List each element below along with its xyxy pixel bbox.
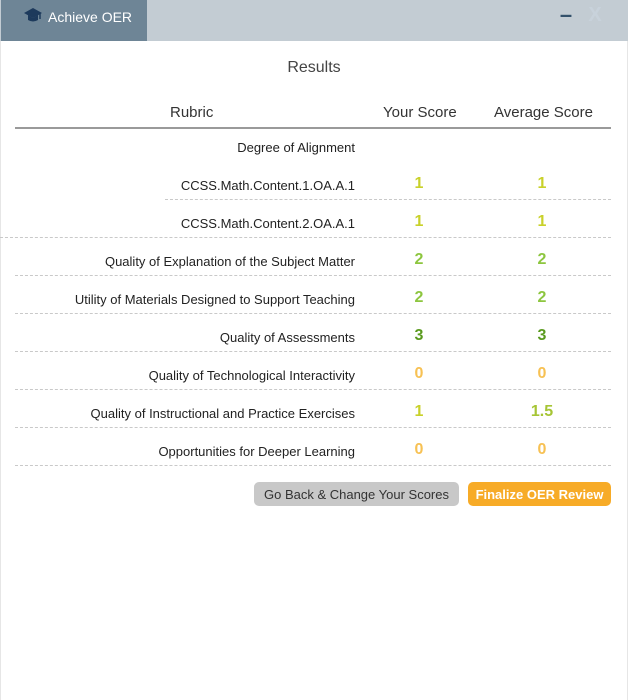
table-row	[0, 403, 628, 444]
row-divider	[15, 313, 611, 314]
table-row	[0, 251, 628, 292]
minimize-button[interactable]: –	[559, 2, 573, 27]
table-row	[0, 140, 628, 178]
rubric-label: Quality of Assessments	[219, 330, 355, 345]
your-score-value: 1	[414, 403, 424, 420]
row-divider	[0, 237, 611, 238]
column-header-your-score: Your Score	[383, 104, 457, 121]
average-score-value: 1.5	[530, 403, 554, 420]
rubric-label: CCSS.Math.Content.1.OA.A.1	[180, 178, 355, 193]
row-divider	[15, 427, 611, 428]
title-bar	[0, 0, 628, 41]
table-row	[0, 213, 628, 254]
average-score-value: 3	[537, 327, 547, 344]
average-score-value: 2	[537, 289, 547, 306]
row-divider	[15, 465, 611, 466]
your-score-value: 0	[414, 441, 424, 458]
row-divider	[165, 199, 611, 200]
average-score-value: 2	[537, 251, 547, 268]
your-score-value: 1	[414, 175, 424, 192]
your-score-value: 2	[414, 251, 424, 268]
rubric-label: CCSS.Math.Content.2.OA.A.1	[180, 216, 355, 231]
your-score-value: 3	[414, 327, 424, 344]
table-row	[0, 441, 628, 482]
rubric-label: Quality of Instructional and Practice Exercises	[90, 406, 355, 421]
table-row	[0, 365, 628, 406]
graduation-cap-icon	[23, 7, 43, 28]
finalize-review-button[interactable]: Finalize OER Review	[468, 482, 611, 506]
average-score-value: 0	[537, 365, 547, 382]
app-title: Achieve OER	[48, 9, 133, 25]
average-score-value: 1	[537, 175, 547, 192]
rubric-label: Quality of Technological Interactivity	[148, 368, 355, 383]
go-back-button[interactable]: Go Back & Change Your Scores	[254, 482, 459, 506]
average-score-value: 1	[537, 213, 547, 230]
your-score-value: 1	[414, 213, 424, 230]
rubric-label: Degree of Alignment	[237, 140, 355, 155]
rubric-label: Utility of Materials Designed to Support Teaching	[74, 292, 355, 307]
rubric-label: Quality of Explanation of the Subject Matter	[104, 254, 355, 269]
results-title: Results	[287, 59, 341, 76]
column-header-average-score: Average Score	[494, 104, 593, 121]
table-row	[0, 289, 628, 330]
row-divider	[15, 275, 611, 276]
close-button[interactable]: X	[588, 4, 602, 26]
table-row	[0, 327, 628, 368]
row-divider	[15, 351, 611, 352]
table-row	[0, 175, 628, 216]
average-score-value: 0	[537, 441, 547, 458]
column-header-rubric: Rubric	[170, 104, 214, 121]
your-score-value: 2	[414, 289, 424, 306]
rubric-label: Opportunities for Deeper Learning	[158, 444, 355, 459]
your-score-value: 0	[414, 365, 424, 382]
row-divider	[15, 389, 611, 390]
app-tab[interactable]	[1, 0, 147, 41]
header-divider	[15, 127, 611, 129]
